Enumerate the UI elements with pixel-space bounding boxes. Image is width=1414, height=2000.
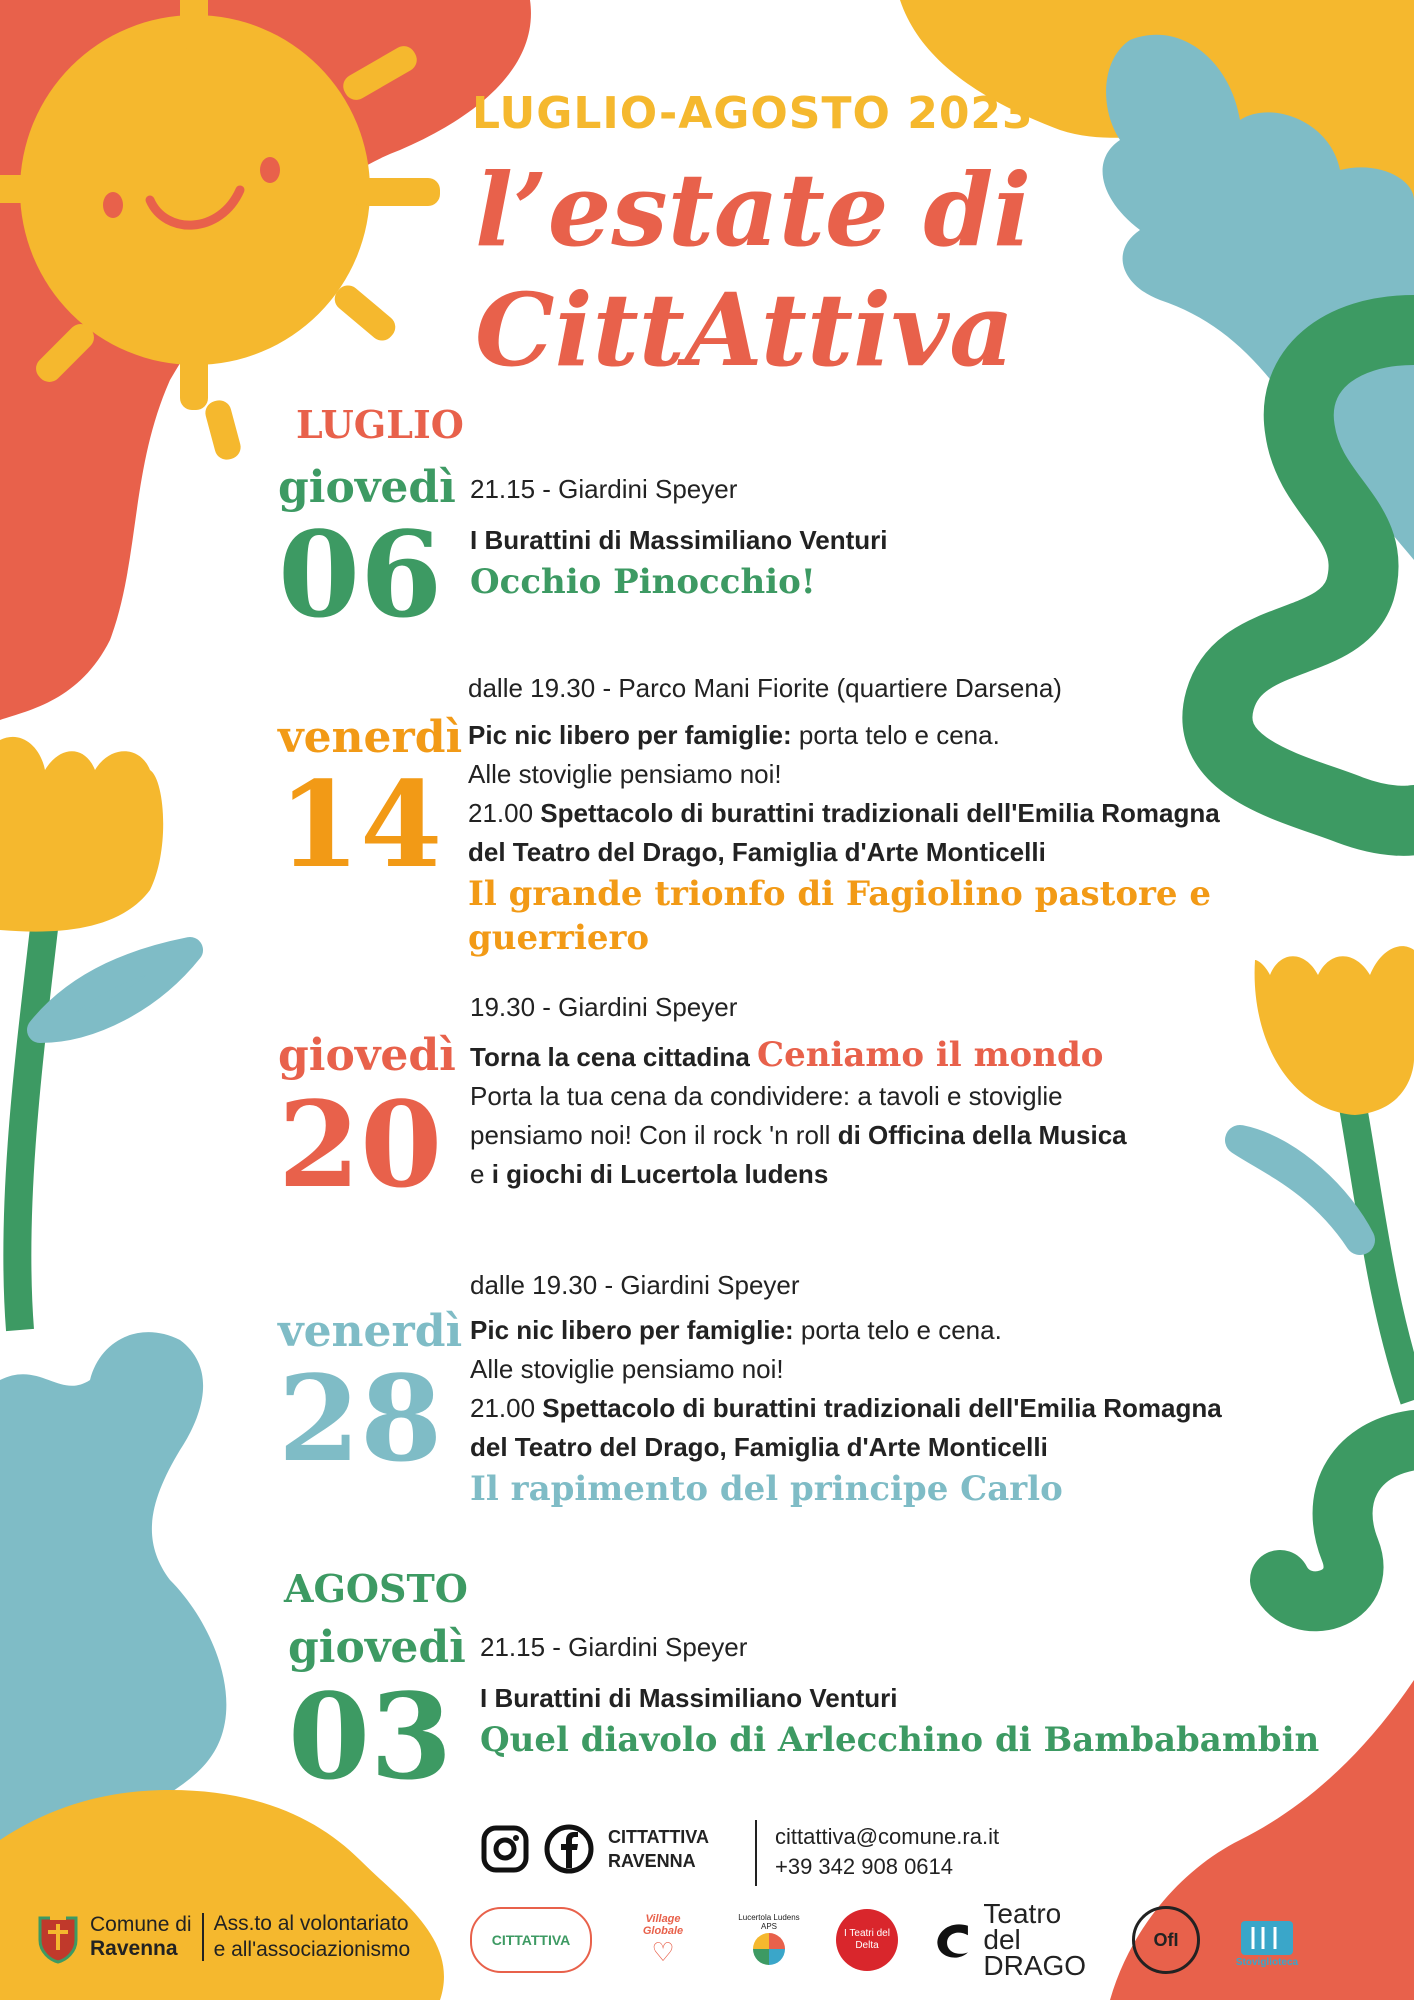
title-line-2: CittAttiva [475, 271, 1015, 389]
stoviglioteca-logo [1232, 1907, 1302, 1973]
event-1-day: 06 [278, 505, 443, 644]
event-2-show-title: Il grande trionfo di Fagiolino pastore e guerriero [468, 874, 1212, 958]
contact-email[interactable]: cittattiva@comune.ra.it [775, 1824, 1000, 1849]
event-4-show-time: 21.00 [470, 1393, 543, 1423]
event-2-picnic-label: Pic nic libero per famiglie: [468, 720, 792, 750]
event-3-show-title: Ceniamo il mondo [757, 1035, 1104, 1075]
event-2-show-desc: Spettacolo di burattini tradizionali dell'Emilia Romagna [540, 798, 1220, 828]
event-3-line-3-text: e [470, 1159, 492, 1189]
village-globale-logo [624, 1910, 702, 1970]
event-5-weekday: giovedì [288, 1622, 466, 1673]
cittattiva-logo [470, 1907, 592, 1973]
teatri-logo-text: I Teatri del Delta [844, 1928, 890, 1951]
teal-leaf-left [40, 950, 190, 1030]
event-3-line-1: Porta la tua cena da condividere: a tavoli e stoviglie [470, 1081, 1063, 1111]
event-2-show-time: 21.00 [468, 798, 541, 828]
event-3-line-2-bold: di Officina della Musica [837, 1120, 1127, 1150]
event-5-show-title: Quel diavolo di Arlecchino di Bambabambin [480, 1720, 1320, 1760]
cittattiva-logo-text: CITTATTIVA [491, 1932, 571, 1948]
drago-logo-text [983, 1898, 1100, 1981]
event-1-weekday: giovedì [278, 462, 456, 513]
event-4-picnic [470, 1311, 1350, 1350]
month-label-july: LUGLIO [296, 402, 464, 447]
event-4-dishes: Alle stoviglie pensiamo noi! [470, 1354, 784, 1384]
lucertola-logo-text: Lucertola Ludens APS [738, 1913, 800, 1931]
social-account-name [608, 1825, 728, 1873]
event-3-line-3-bold: i giochi di Lucertola ludens [491, 1159, 829, 1189]
event-4-picnic-label: Pic nic libero per famiglie: [470, 1315, 794, 1345]
instagram-icon[interactable] [480, 1824, 530, 1874]
teatro-del-drago-logo [930, 1898, 1100, 1981]
tulip-head-left [0, 737, 163, 932]
event-2-day: 14 [278, 755, 443, 894]
drago-line-1: Teatro del [983, 1898, 1062, 1955]
page-title [475, 150, 1031, 390]
event-4-day: 28 [278, 1349, 443, 1488]
event-4-company: del Teatro del Drago, Famiglia d'Arte Monticelli [470, 1432, 1048, 1462]
comune-ravenna [36, 1910, 410, 1964]
event-3-dinner [470, 1033, 1370, 1077]
event-4-time-place: dalle 19.30 - Giardini Speyer [470, 1270, 800, 1300]
village-logo-text: Village Globale [642, 1912, 684, 1937]
event-3-line-2-text: pensiamo noi! Con il rock 'n roll [470, 1120, 838, 1150]
event-4-show-title: Il rapimento del principe Carlo [470, 1469, 1063, 1509]
facebook-icon[interactable] [544, 1824, 594, 1874]
event-3-time-place: 19.30 - Giardini Speyer [470, 992, 738, 1022]
drago-line-2: DRAGO [983, 1950, 1087, 1981]
event-5-day: 03 [288, 1667, 453, 1806]
event-4-details [470, 1266, 1350, 1511]
event-2-picnic-text: porta telo e cena. [791, 720, 1000, 750]
event-5-details [480, 1628, 1380, 1762]
event-3-dinner-label: Torna la cena cittadina [470, 1042, 758, 1072]
event-2-weekday: venerdì [278, 712, 463, 763]
event-2-picnic [468, 716, 1348, 755]
comune-line-1: Comune di [90, 1913, 192, 1936]
event-1-performer: I Burattini di Massimiliano Venturi [470, 525, 888, 555]
tulip-stem-left [17, 920, 45, 1330]
event-5-time-place: 21.15 - Giardini Speyer [480, 1632, 748, 1662]
event-2-details [468, 669, 1348, 960]
partner-logos [470, 1898, 1334, 1981]
yellow-blob-bottom-left [0, 1790, 444, 2000]
assessorato-line-2: e all'associazionismo [213, 1938, 411, 1961]
social-name-line-1: CITTATTIVA [608, 1827, 709, 1847]
teatri-del-delta-logo [836, 1909, 898, 1971]
assessorato-line-1: Ass.to al volontariato [213, 1912, 409, 1935]
event-4-picnic-text: porta telo e cena. [793, 1315, 1002, 1345]
comune-name [90, 1913, 204, 1961]
event-2-dishes: Alle stoviglie pensiamo noi! [468, 759, 782, 789]
event-4-show-line [470, 1389, 1350, 1428]
event-4-show-desc: Spettacolo di burattini tradizionali dell'Emilia Romagna [542, 1393, 1222, 1423]
comune-line-2: Ravenna [90, 1937, 178, 1960]
stoviglioteca-logo-text: Stoviglioteca [1235, 1956, 1299, 1968]
assessorato [204, 1911, 411, 1963]
event-2-time-place: dalle 19.30 - Parco Mani Fiorite (quartiere Darsena) [468, 673, 1062, 703]
title-line-1: l’estate di [475, 151, 1032, 269]
ravenna-crest-icon [36, 1910, 80, 1964]
social-links [480, 1824, 728, 1874]
contact-phone[interactable]: +39 342 908 0614 [775, 1854, 954, 1879]
month-label-august: AGOSTO [284, 1566, 468, 1611]
event-3-details [470, 988, 1370, 1194]
lucertola-ludens-logo [734, 1908, 804, 1972]
event-3-line-3 [470, 1155, 1370, 1194]
event-2-show-line [468, 794, 1348, 833]
cutlery-icon [1239, 1913, 1295, 1957]
officina-musica-logo [1132, 1906, 1200, 1974]
date-range: LUGLIO-AGOSTO 2023 [472, 88, 1034, 139]
event-4-weekday: venerdì [278, 1306, 463, 1357]
event-2-company: del Teatro del Drago, Famiglia d'Arte Monticelli [468, 837, 1046, 867]
event-1-time-place: 21.15 - Giardini Speyer [470, 474, 738, 504]
event-1-show-title: Occhio Pinocchio! [470, 562, 816, 602]
heart-icon: ♡ [651, 1936, 675, 1967]
event-3-line-2 [470, 1116, 1370, 1155]
event-3-day: 20 [278, 1075, 443, 1214]
footer-divider [755, 1820, 757, 1886]
contact-info [775, 1822, 999, 1882]
ofi-logo-text: OfI [1153, 1929, 1179, 1950]
event-1-details [470, 470, 1370, 604]
social-name-line-2: RAVENNA [608, 1851, 696, 1871]
color-wheel-icon [751, 1931, 787, 1967]
event-3-weekday: giovedì [278, 1030, 456, 1081]
dragon-icon [930, 1915, 977, 1965]
event-5-performer: I Burattini di Massimiliano Venturi [480, 1683, 898, 1713]
